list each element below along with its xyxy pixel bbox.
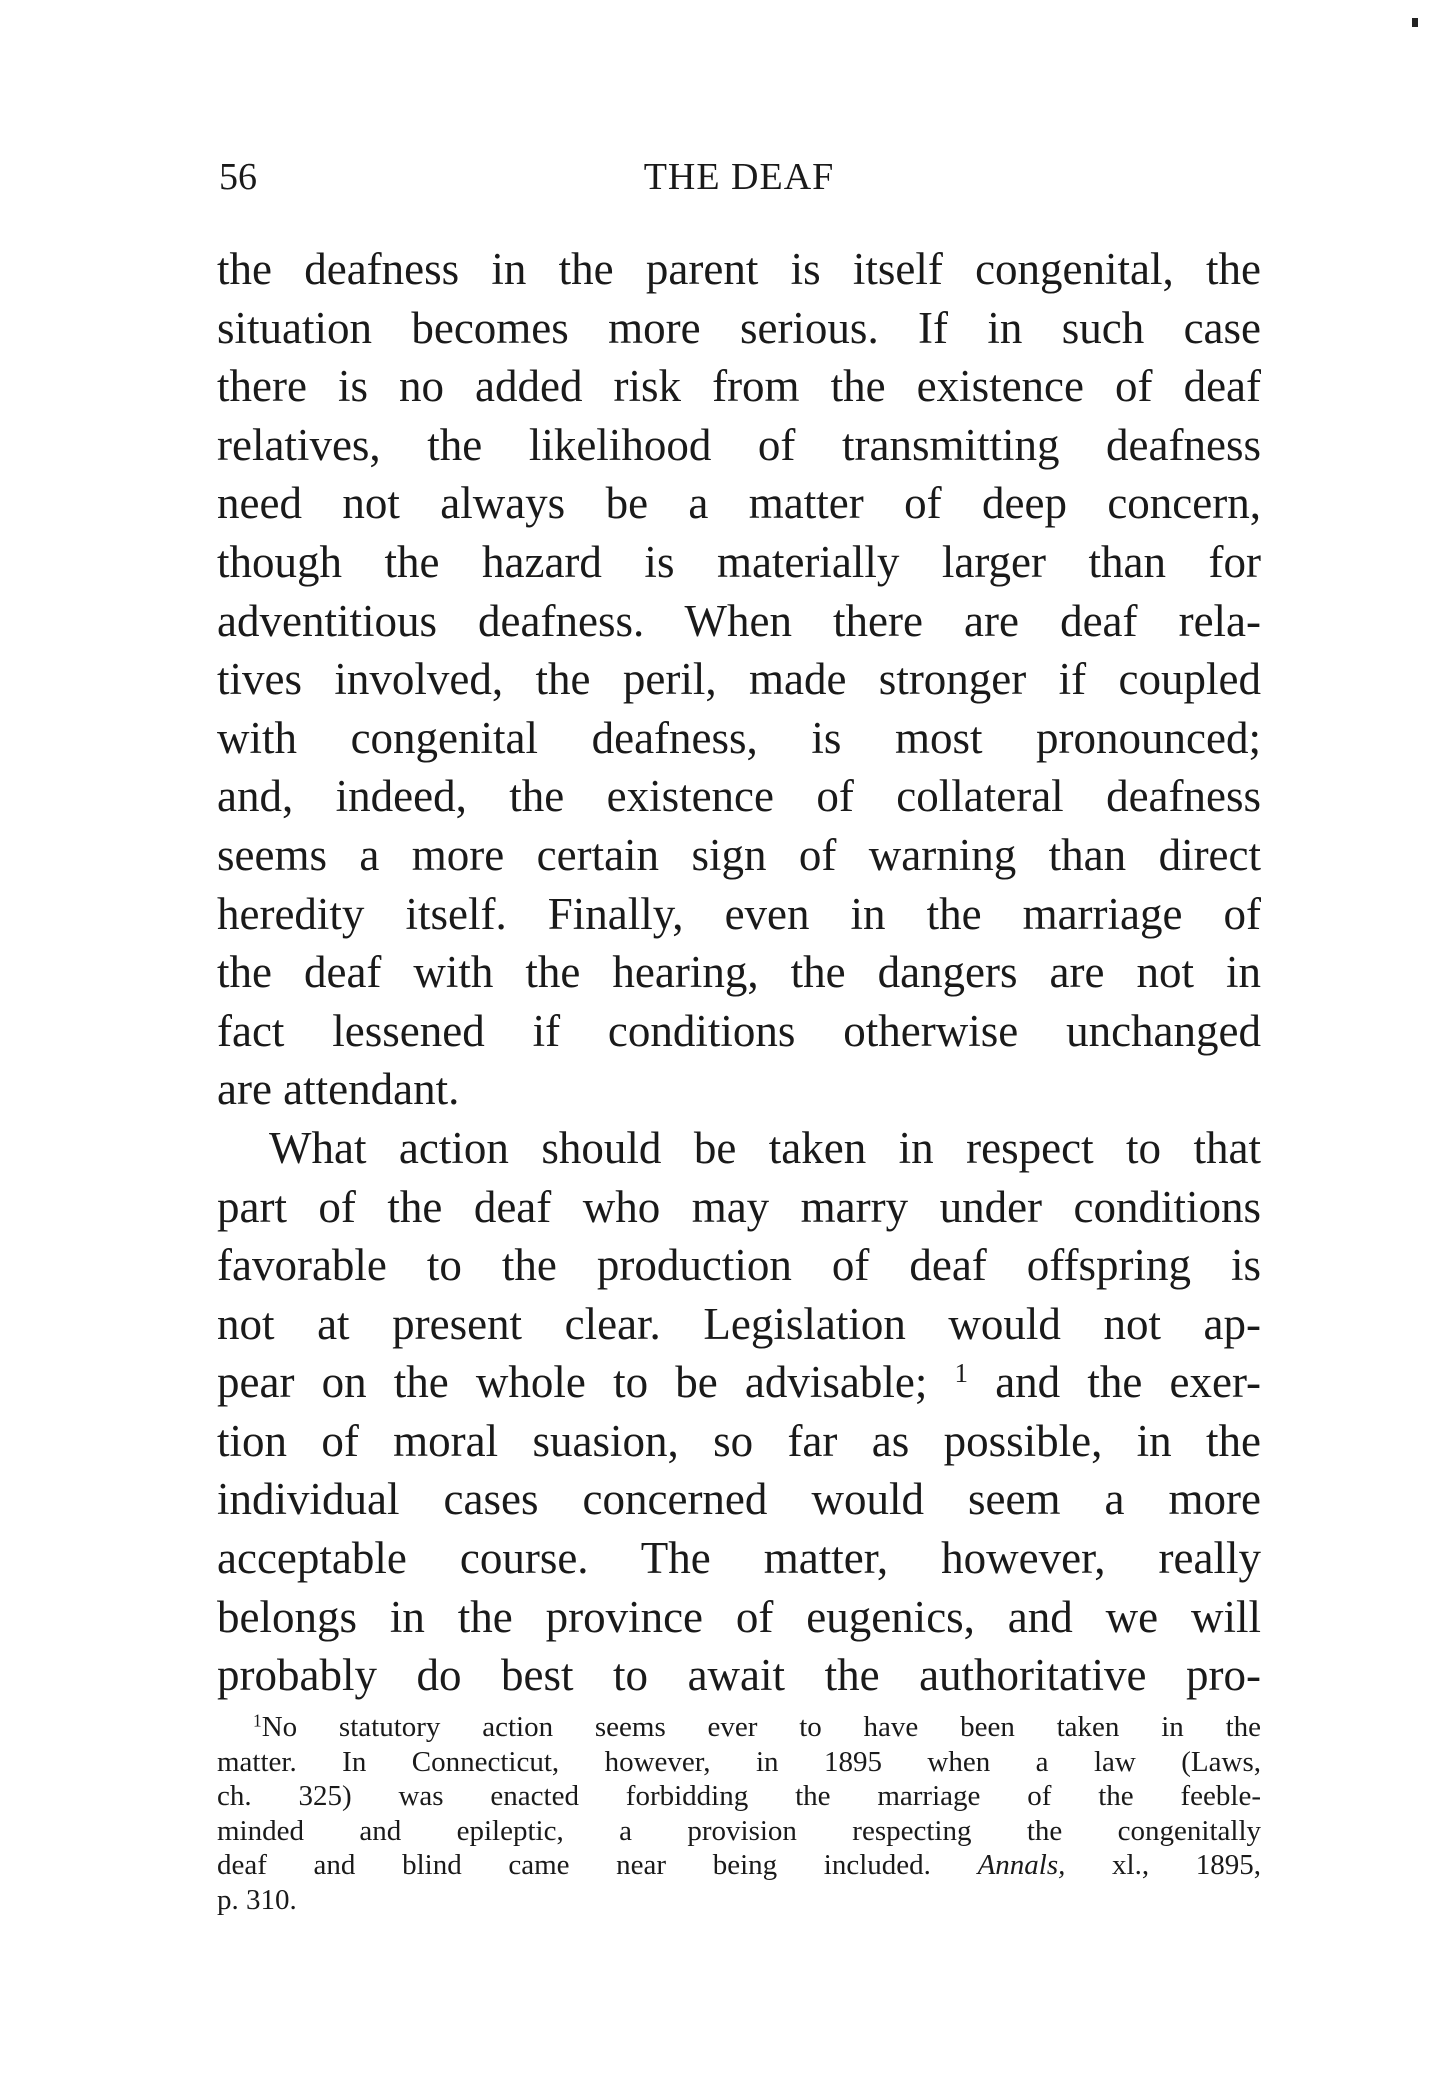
text-line: individual cases concerned would seem a more (217, 1474, 1261, 1525)
text-line: the deaf with the hearing, the dangers are not in (217, 947, 1261, 998)
text-line: heredity itself. Finally, even in the marriage of (217, 888, 1261, 939)
footnote-line (217, 1848, 1261, 1883)
footnote-line (217, 1710, 1261, 1745)
paragraph-2 (217, 1119, 1261, 1705)
page-header (219, 152, 1259, 202)
text-line: part of the deaf who may marry under conditions (217, 1181, 1261, 1232)
text-line: need not always be a matter of deep concern, (217, 478, 1261, 529)
text-line: situation becomes more serious. If in such case (217, 302, 1261, 353)
text-line: and, indeed, the existence of collateral deafness (217, 771, 1261, 822)
text-fragment: deaf and blind came near being included. (217, 1849, 978, 1882)
text-line: there is no added risk from the existence of deaf (217, 361, 1261, 412)
running-title: THE DEAF (643, 156, 835, 198)
footnote-line: ch. 325) was enacted forbidding the marriage of the feeble- (217, 1780, 1261, 1813)
text-fragment: No statutory action seems ever to have been taken in the (261, 1711, 1261, 1743)
footnote (217, 1710, 1261, 1918)
text-line: favorable to the production of deaf offspring is (217, 1240, 1261, 1291)
text-line: though the hazard is materially larger than for (217, 536, 1261, 587)
text-line: fact lessened if conditions otherwise unchanged (217, 1005, 1261, 1056)
text-line: are attendant. (217, 1064, 460, 1115)
text-line: not at present clear. Legislation would not ap- (217, 1298, 1261, 1349)
text-line (217, 1353, 1261, 1412)
text-line: tives involved, the peril, made stronger if coupled (217, 654, 1261, 705)
text-fragment: and the exer- (968, 1357, 1262, 1408)
body-text (217, 240, 1261, 1705)
text-line: tion of moral suasion, so far as possible, in the (217, 1415, 1261, 1466)
footnote-line: p. 310. (217, 1883, 297, 1916)
page-number: 56 (219, 156, 257, 198)
footnote-marker: 1 (253, 1710, 262, 1731)
text-line: belongs in the province of eugenics, and we will (217, 1591, 1261, 1642)
footnote-reference: 1 (954, 1358, 969, 1389)
journal-title: Annals, (977, 1849, 1066, 1882)
scan-speck (1412, 18, 1418, 27)
footnote-line: matter. In Connecticut, however, in 1895 when a law (Laws, (217, 1745, 1261, 1778)
text-line: with congenital deafness, is most pronounced; (217, 712, 1261, 763)
text-line: the deafness in the parent is itself congenital, the (217, 244, 1261, 294)
paragraph-1 (217, 240, 1261, 1119)
text-line: acceptable course. The matter, however, really (217, 1533, 1261, 1584)
text-line: adventitious deafness. When there are deaf rela- (217, 595, 1261, 646)
text-line: probably do best to await the authoritative pro- (217, 1650, 1261, 1701)
text-fragment: pear on the whole to be advisable; (217, 1357, 928, 1408)
text-fragment: xl., 1895, (1065, 1849, 1262, 1882)
text-line: What action should be taken in respect to that (269, 1122, 1261, 1173)
text-line: relatives, the likelihood of transmitting deafness (217, 419, 1261, 470)
text-line: seems a more certain sign of warning than direct (217, 829, 1261, 880)
footnote-line: minded and epileptic, a provision respecting the congenitally (217, 1814, 1261, 1847)
